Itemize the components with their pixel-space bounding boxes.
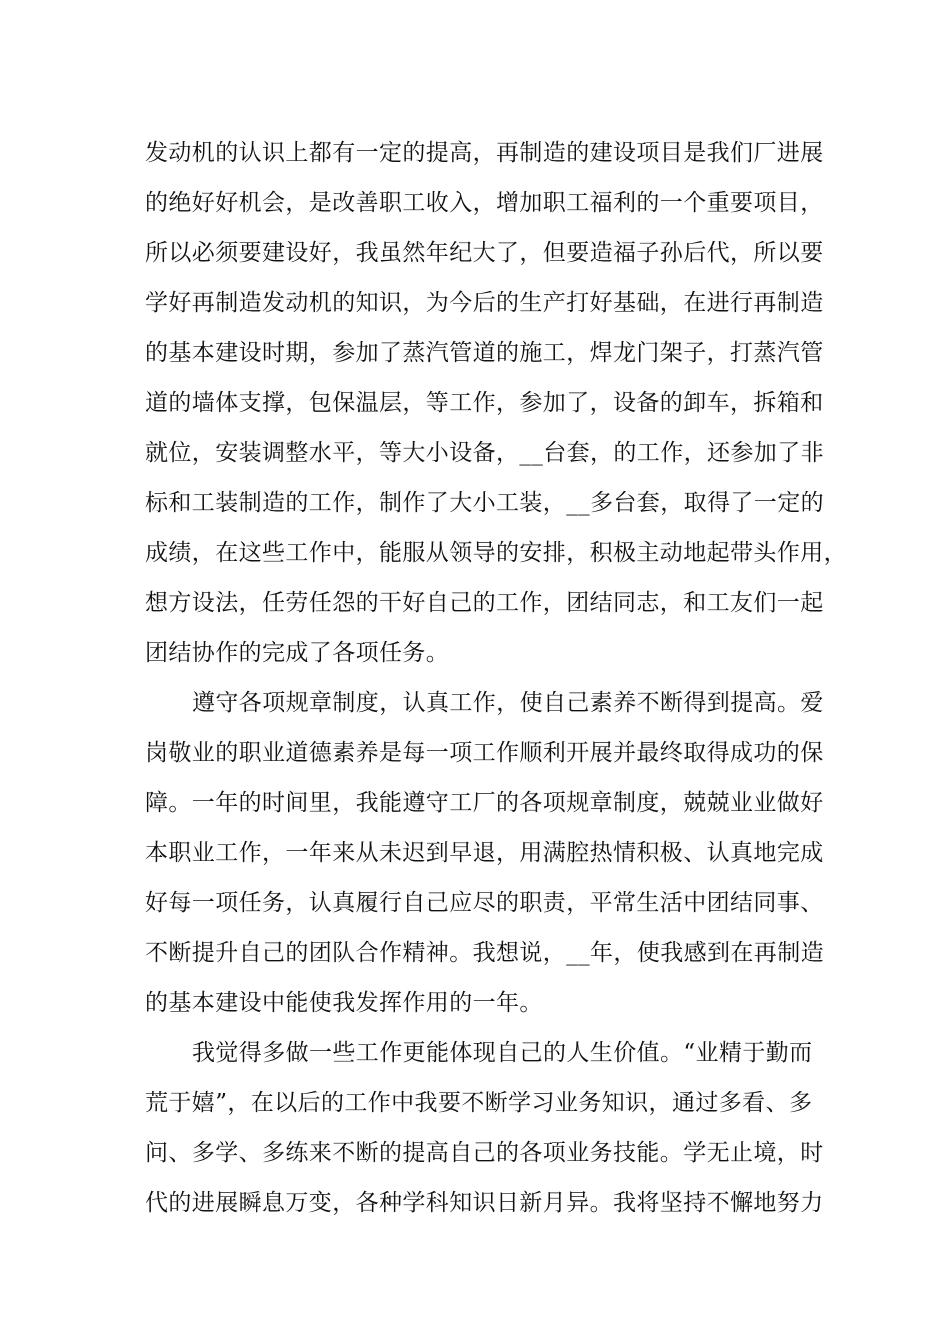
text-line: 本职业工作，一年来从未迟到早退，用满腔热情积极、认真地完成 xyxy=(145,840,824,866)
text-line: 道的墙体支撑，包保温层，等工作，参加了，设备的卸车，拆箱和 xyxy=(145,390,824,416)
text-line: 团结协作的完成了各项任务。 xyxy=(145,640,450,666)
paragraph xyxy=(145,1028,825,1228)
text-line: 遵守各项规章制度，认真工作，使自己素养不断得到提高。爱 xyxy=(192,690,824,716)
text-line: 不断提升自己的团队合作精神。我想说，__年，使我感到在再制造 xyxy=(145,940,824,966)
text-line: 障。一年的时间里，我能遵守工厂的各项规章制度，兢兢业业做好 xyxy=(145,790,824,816)
paragraph xyxy=(145,678,825,1028)
text-line: 所以必须要建设好，我虽然年纪大了，但要造福子孙后代，所以要 xyxy=(145,240,824,266)
text-line: 发动机的认识上都有一定的提高，再制造的建设项目是我们厂进展 xyxy=(145,140,824,166)
text-line: 问、多学、多练来不断的提高自己的各项业务技能。学无止境，时 xyxy=(145,1140,824,1166)
text-line: 岗敬业的职业道德素养是每一项工作顺利开展并最终取得成功的保 xyxy=(145,740,824,766)
document-body xyxy=(145,128,847,1228)
text-line: 想方设法，任劳任怨的干好自己的工作，团结同志，和工友们一起 xyxy=(145,590,824,616)
text-line: 好每一项任务，认真履行自己应尽的职责，平常生活中团结同事、 xyxy=(145,890,824,916)
text-line: 学好再制造发动机的知识，为今后的生产打好基础，在进行再制造 xyxy=(145,290,824,316)
paragraph xyxy=(145,128,847,678)
text-line: 代的进展瞬息万变，各种学科知识日新月异。我将坚持不懈地努力 xyxy=(145,1190,824,1216)
text-line: 的基本建设时期，参加了蒸汽管道的施工，焊龙门架子，打蒸汽管 xyxy=(145,340,824,366)
text-line: 我觉得多做一些工作更能体现自己的人生价值。“业精于勤而 xyxy=(192,1040,813,1066)
text-line: 的绝好好机会，是改善职工收入，增加职工福利的一个重要项目， xyxy=(145,190,824,216)
text-line: 就位，安装调整水平，等大小设备，__台套，的工作，还参加了非 xyxy=(145,440,824,466)
text-line: 荒于嬉”，在以后的工作中我要不断学习业务知识，通过多看、多 xyxy=(145,1090,813,1116)
text-line: 标和工装制造的工作，制作了大小工装，__多台套，取得了一定的 xyxy=(145,490,824,516)
text-line: 的基本建设中能使我发挥作用的一年。 xyxy=(145,990,543,1016)
text-line: 成绩，在这些工作中，能服从领导的安排，积极主动地起带头作用， xyxy=(145,540,847,566)
